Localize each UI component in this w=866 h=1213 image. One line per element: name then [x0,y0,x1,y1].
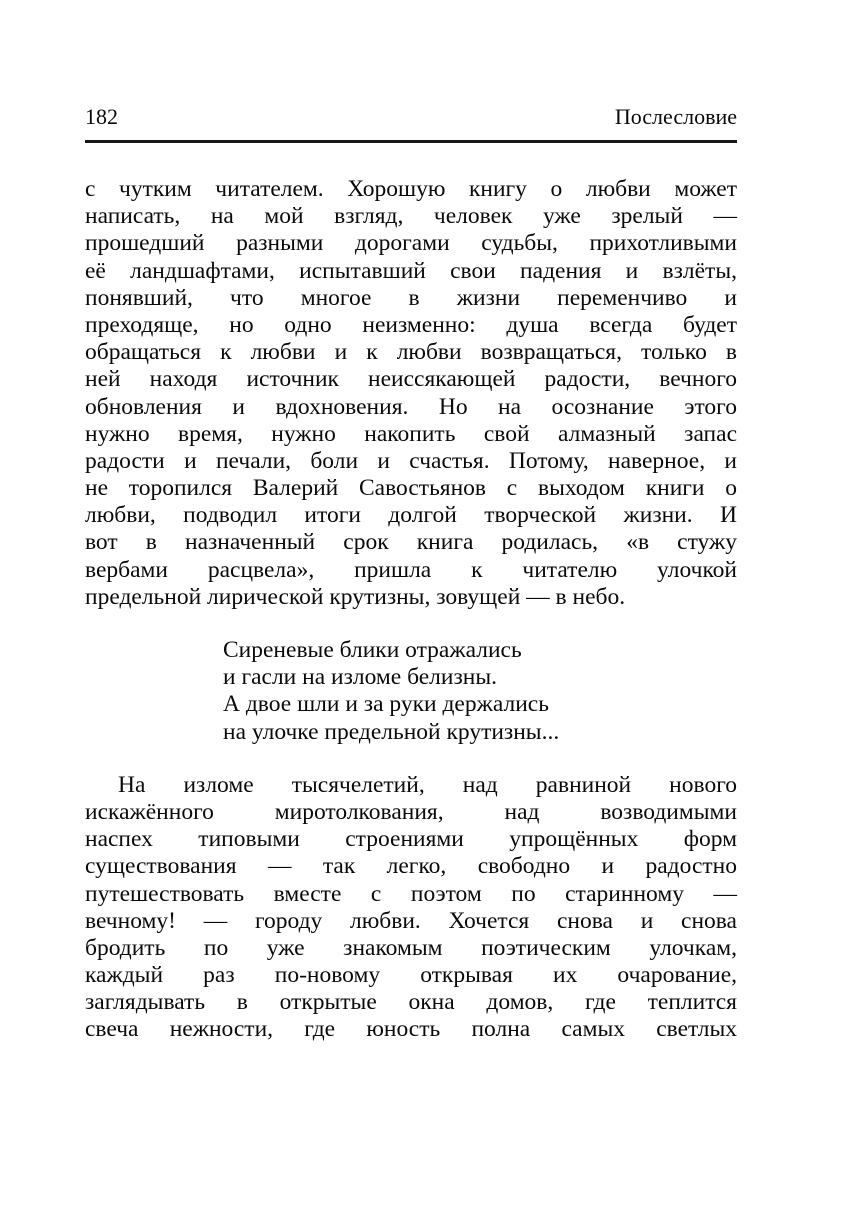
text-line: ней находя источник неиссякающей радости, вечного [85,366,737,393]
text-line: понявший, что многое в жизни переменчиво и [85,284,737,311]
page-body [85,176,737,1044]
text-line: любви, подводил итоги долгой творческой жизни. И [85,502,737,529]
text-line: заглядывать в открытые окна домов, где теплится [85,989,737,1016]
poem-quote [223,637,737,746]
text-line: вербами расцвела», пришла к читателю улочкой [85,556,737,583]
text-line: обновления и вдохновения. Но на осознание этого [85,393,737,420]
text-line: бродить по уже знакомым поэтическим улочкам, [85,934,737,961]
text-line: вечному! — городу любви. Хочется снова и снова [85,907,737,934]
text-line: написать, на мой взгляд, человек уже зрелый — [85,203,737,230]
text-line: На изломе тысячелетий, над равниной нового [118,771,737,798]
text-line: предельной лирической крутизны, зовущей — в небо. [85,583,626,610]
text-line: радости и печали, боли и счастья. Потому, наверное, и [85,447,737,474]
text-line: наспех типовыми строениями упрощённых форм [85,826,737,853]
running-header [85,103,737,130]
text-line: на улочке предельной крутизны... [223,718,560,745]
paragraph-2 [85,772,737,1044]
text-line: каждый раз по-новому открывая их очарование, [85,962,737,989]
paragraph-1 [85,176,737,611]
text-line: прошедший разными дорогами судьбы, прихотливыми [85,230,737,257]
running-title: Послесловие [614,104,737,129]
text-line: существования — так легко, свободно и радостно [85,853,737,880]
text-line: преходяще, но одно неизменно: душа всегда будет [85,311,737,338]
text-line: нужно время, нужно накопить свой алмазный запас [85,420,737,447]
text-line: не торопился Валерий Савостьянов с выходом книги о [85,475,737,502]
text-line: обращаться к любви и к любви возвращаться, только в [85,339,737,366]
header-rule [85,140,737,143]
text-line: путешествовать вместе с поэтом по старинному — [85,880,737,907]
text-line: А двое шли и за руки держались [223,691,549,718]
text-line: искажённого миротолкования, над возводимыми [85,798,737,825]
text-line: свеча нежности, где юность полна самых светлых [85,1016,737,1043]
page-number: 182 [85,104,118,129]
text-line: Сиреневые блики отражались [223,637,522,663]
text-line: и гасли на изломе белизны. [223,664,497,691]
text-line: её ландшафтами, испытавший свои падения и взлёты, [85,257,737,284]
text-line: вот в назначенный срок книга родилась, «в стужу [85,529,737,556]
text-line: с чутким читателем. Хорошую книгу о любви может [85,176,737,202]
